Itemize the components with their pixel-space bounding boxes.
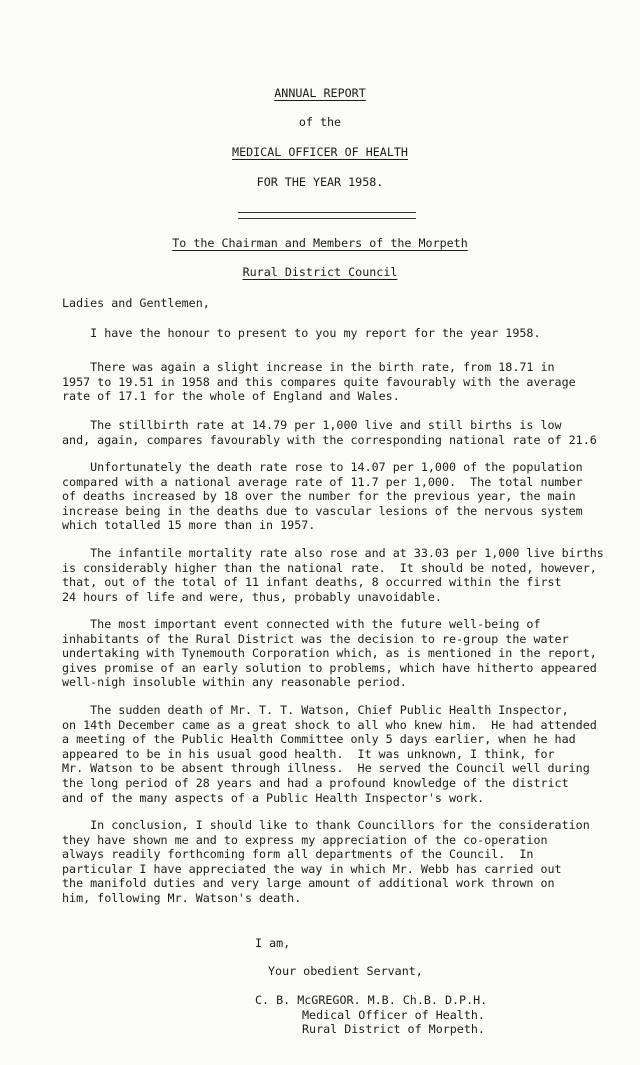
paragraph-line: on 14th December came as a great shock to all who knew him. He had attended [62,717,597,732]
paragraph-line: which totalled 15 more than in 1957. [62,518,316,533]
closing-obedient-servant: Your obedient Servant, [268,964,423,978]
paragraph-line: Mr. Watson to be absent through illness. He served the Council well during [62,761,590,776]
address-line-1: To the Chairman and Members of the Morpeth [172,236,468,250]
divider-rule-bottom [238,218,416,219]
paragraph-birth-rate [62,360,637,404]
signature-district: Rural District of Morpeth. [302,1022,485,1036]
paragraph-line: The most important event connected with the future well-being of [62,617,541,631]
paragraph-line: and of the many aspects of a Public Health Inspector's work. [62,790,485,805]
paragraph-line: The stillbirth rate at 14.79 per 1,000 live and still births is low [62,418,562,432]
paragraph-line: undertaking with Tynemouth Corporation which, as is mentioned in the report, [62,646,597,661]
paragraph-water-undertaking [62,617,637,690]
paragraph-line: him, following Mr. Watson's death. [62,890,302,905]
report-title: ANNUAL REPORT [274,86,366,100]
paragraph-line: the manifold duties and very large amount of additional work thrown on [62,876,555,891]
paragraph-line: There was again a slight increase in the birth rate, from 18.71 in [62,360,555,374]
paragraph-line: that, out of the total of 11 infant deaths, 8 occurred within the first [62,575,562,590]
paragraph-death-rate [62,460,637,533]
salutation-text: Ladies and Gentlemen, [62,296,210,310]
paragraph-infant-mortality [62,546,637,604]
paragraph-line: and, again, compares favourably with the corresponding national rate of 21.6 [62,432,597,447]
paragraph-line: increase being in the deaths due to vascular lesions of the nervous system [62,503,583,518]
paragraph-line: appeared to be in his usual good health. It was unknown, I think, for [62,746,555,761]
report-title-of: of the [298,115,342,129]
paragraph-line: The infantile mortality rate also rose and at 33.03 per 1,000 live births [62,546,604,560]
paragraph-line: well-nigh insoluble within any reasonable period. [62,675,407,690]
divider-rule-top [238,212,416,213]
report-year: FOR THE YEAR 1958. [256,175,384,189]
paragraph-line: compared with a national average rate of 11.7 per 1,000. The total number [62,474,583,489]
paragraph-conclusion [62,818,637,906]
signature-name: C. B. McGREGOR. M.B. Ch.B. D.P.H. [255,993,488,1007]
address-line-2: Rural District Council [242,265,398,279]
closing-i-am: I am, [255,936,291,950]
paragraph-line: a meeting of the Public Health Committee only 5 days earlier, when he had [62,732,576,747]
salutation [62,296,637,311]
paragraph-line: The sudden death of Mr. T. T. Watson, Chief Public Health Inspector, [62,703,569,717]
paragraph-stillbirth [62,418,637,447]
paragraph-honour [62,326,637,341]
paragraph-line: inhabitants of the Rural District was the decision to re-group the water [62,631,569,646]
paragraph-watson-death [62,703,637,805]
paragraph-line: is considerably higher than the national rate. It should be noted, however, [62,560,597,575]
paragraph-line: I have the honour to present to you my report for the year 1958. [62,326,541,340]
paragraph-line: always readily forthcoming form all departments of the Council. In [62,847,534,862]
paragraph-line: 1957 to 19.51 in 1958 and this compares quite favourably with the average [62,374,576,389]
paragraph-line: particular I have appreciated the way in which Mr. Webb has carried out [62,861,562,876]
paragraph-line: 24 hours of life and were, thus, probably unavoidable. [62,589,442,604]
paragraph-line: gives promise of an early solution to problems, which have hitherto appeared [62,660,597,675]
paragraph-line: rate of 17.1 for the whole of England and Wales. [62,389,400,404]
paragraph-line: of deaths increased by 18 over the number for the previous year, the main [62,489,576,504]
paragraph-line: the long period of 28 years and had a profound knowledge of the district [62,775,569,790]
signature-title: Medical Officer of Health. [302,1008,485,1022]
report-officer-title: MEDICAL OFFICER OF HEALTH [232,145,408,159]
paragraph-line: Unfortunately the death rate rose to 14.07 per 1,000 of the population [62,460,583,474]
paragraph-line: In conclusion, I should like to thank Councillors for the consideration [62,818,590,832]
paragraph-line: they have shown me and to express my appreciation of the co-operation [62,832,548,847]
